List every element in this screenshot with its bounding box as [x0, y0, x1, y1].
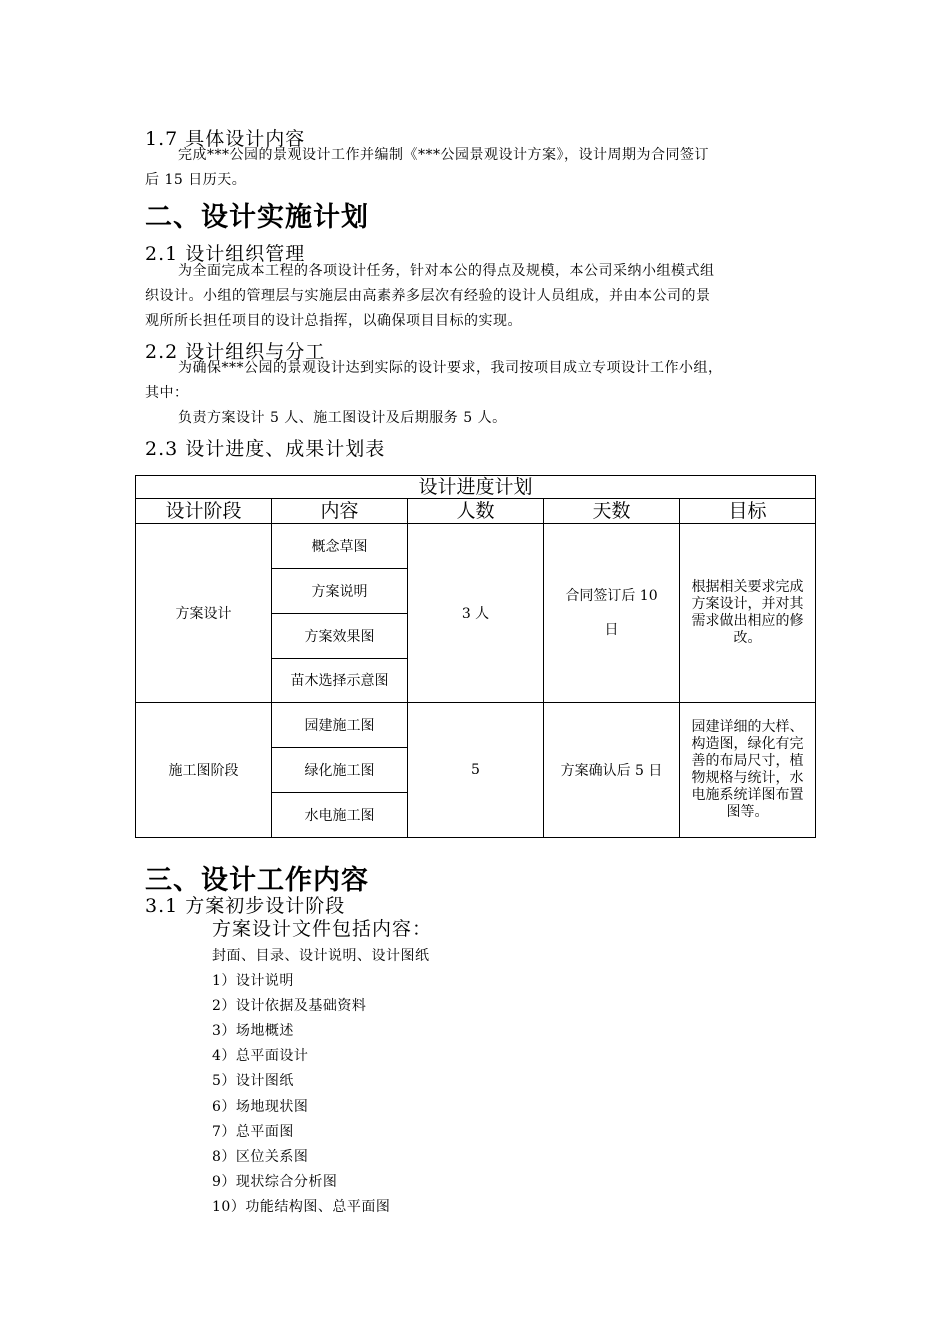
- section-3-1-subheading: 方案设计文件包括内容：: [212, 918, 433, 940]
- list-item: 7）总平面图: [212, 1123, 294, 1140]
- goal-cell-construction: 园建详细的大样、构造图，绿化有完善的布局尺寸，植物规格与统计，水电施系统详图布置图等。: [680, 703, 816, 838]
- list-item: 5）设计图纸: [212, 1073, 294, 1090]
- header-stage: 设计阶段: [136, 499, 272, 523]
- header-days: 天数: [544, 499, 680, 523]
- content-cell: 园建施工图: [272, 703, 408, 748]
- section-2-2-line-2: 其中：: [145, 385, 189, 401]
- header-goal: 目标: [680, 499, 816, 523]
- list-item: 9）现状综合分析图: [212, 1173, 338, 1190]
- section-1-7-heading: 1.7 具体设计内容: [145, 128, 306, 150]
- people-cell-scheme: 3 人: [408, 523, 544, 702]
- section-2-2-line-3: 负责方案设计 5 人、施工图设计及后期服务 5 人。: [178, 410, 507, 426]
- list-item: 6）场地现状图: [212, 1098, 309, 1115]
- people-cell-construction: 5: [408, 703, 544, 838]
- section-2-2-line-1: 为确保***公园的景观设计达到实际的设计要求，我司按项目成立专项设计工作小组，: [178, 360, 723, 376]
- stage-cell-construction: 施工图阶段: [136, 703, 272, 838]
- list-item: 8）区位关系图: [212, 1148, 309, 1165]
- table-row: [136, 523, 816, 568]
- list-intro: 封面、目录、设计说明、设计图纸: [212, 948, 430, 964]
- section-2-1-heading: 2.1 设计组织管理: [145, 243, 306, 265]
- section-3-1-heading: 3.1 方案初步设计阶段: [145, 895, 346, 917]
- list-item: 4）总平面设计: [212, 1048, 309, 1065]
- list-item: 3）场地概述: [212, 1023, 294, 1040]
- days-line-1: 合同签订后 10: [565, 588, 658, 605]
- content-cell: 方案说明: [272, 568, 408, 613]
- days-cell-construction: 方案确认后 5 日: [544, 703, 680, 838]
- section-2-1-line-1: 为全面完成本工程的各项设计任务，针对本公的得点及规模，本公司采纳小组模式组: [178, 263, 715, 279]
- list-item: 1）设计说明: [212, 973, 294, 990]
- design-file-contents-list: [212, 944, 430, 1220]
- content-cell: 苗木选择示意图: [272, 658, 408, 703]
- section-2-3-heading: 2.3 设计进度、成果计划表: [145, 438, 386, 460]
- content-cell: 绿化施工图: [272, 748, 408, 793]
- content-cell: 方案效果图: [272, 613, 408, 658]
- header-people: 人数: [408, 499, 544, 523]
- chapter-3-title: 三、设计工作内容: [145, 865, 369, 896]
- section-2-2-heading: 2.2 设计组织与分工: [145, 341, 326, 363]
- section-2-1-line-3: 观所所长担任项目的设计总指挥，以确保项目目标的实现。: [145, 313, 522, 329]
- table-row: [136, 703, 816, 748]
- stage-cell-scheme: 方案设计: [136, 523, 272, 702]
- content-cell: 水电施工图: [272, 793, 408, 838]
- list-item: 10）功能结构图、总平面图: [212, 1198, 391, 1215]
- section-1-7-paragraph-line-1: 完成***公园的景观设计工作并编制《***公园景观设计方案》，设计周期为合同签订: [178, 147, 709, 163]
- chapter-2-title: 二、设计实施计划: [145, 202, 369, 233]
- days-line-2: 日: [604, 622, 619, 639]
- list-item: 2）设计依据及基础资料: [212, 998, 367, 1015]
- section-1-7-paragraph-line-2: 后 15 日历天。: [145, 172, 247, 188]
- content-cell: 概念草图: [272, 523, 408, 568]
- table-title: 设计进度计划: [136, 476, 816, 499]
- section-2-1-line-2: 织设计。小组的管理层与实施层由高素养多层次有经验的设计人员组成，并由本公司的景: [145, 288, 711, 304]
- days-cell-scheme: [544, 523, 680, 702]
- goal-cell-scheme: 根据相关要求完成方案设计，并对其需求做出相应的修改。: [680, 523, 816, 702]
- design-schedule-table: [135, 475, 816, 838]
- header-content: 内容: [272, 499, 408, 523]
